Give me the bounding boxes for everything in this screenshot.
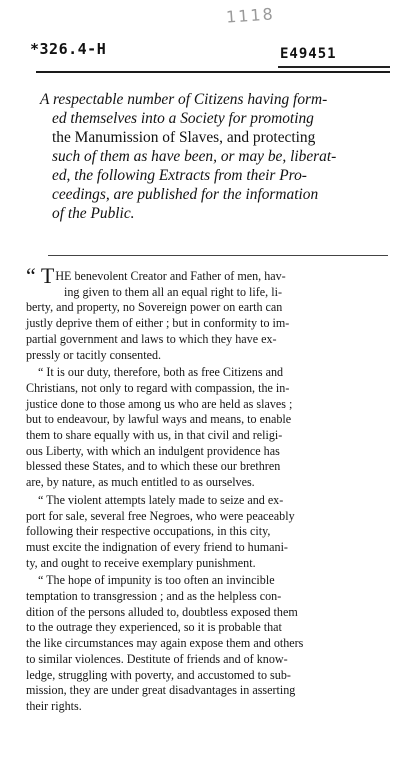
drop-cap: “ T xyxy=(26,263,55,288)
paragraph-line: “ The hope of impunity is too often an invincible xyxy=(38,573,275,588)
paragraph-line: temptation to transgression ; and as the helpless con- xyxy=(26,589,282,604)
paragraph-line: ous Liberty, with which an indulgent providence has xyxy=(26,443,280,458)
paragraph-line: following their respective occupations, in this city, xyxy=(26,524,271,539)
paragraph-line: justice done to those among us who are held as slaves ; xyxy=(26,396,293,411)
paragraph-line: the like circumstances may again expose them and others xyxy=(26,636,304,651)
paragraph-line: ty, and ought to receive exemplary punishment. xyxy=(26,555,256,570)
call-number: *326.4-H xyxy=(30,40,107,58)
paragraph-line: justly deprive them of either ; but in conformity to im- xyxy=(26,316,290,331)
document-heading xyxy=(40,90,400,223)
pencil-annotation: 1118 xyxy=(225,4,276,27)
paragraph-line: them to share equally with us, in that civil and religi- xyxy=(26,428,283,443)
paragraph-line: mission, they are under great disadvantages in asserting xyxy=(26,683,296,698)
paragraph-line: ledge, struggling with poverty, and accustomed to sub- xyxy=(26,667,291,682)
paragraph-text: HE benevolent Creator and Father of men, hav- xyxy=(55,269,286,283)
paragraph-line: to the outrage they experienced, so it is probable that xyxy=(26,620,282,635)
paragraph-line: must excite the indignation of every friend to humani- xyxy=(26,539,288,554)
paragraph-line: partial government and laws to which they have ex- xyxy=(26,331,277,346)
paragraph-line: Christians, not only to regard with compassion, the in- xyxy=(26,380,290,395)
paragraph-line xyxy=(26,263,406,288)
heading-line: of the Public. xyxy=(52,205,135,222)
paragraph-line: “ The violent attempts lately made to seize and ex- xyxy=(38,492,284,507)
paragraph-line: “ It is our duty, therefore, both as free Citizens and xyxy=(38,365,284,380)
extracts-body xyxy=(26,263,406,715)
accession-underline xyxy=(278,66,390,68)
paragraph-line: ing given to them all an equal right to life, li- xyxy=(64,284,282,299)
paragraph-line: dition of the persons alluded to, doubtless exposed them xyxy=(26,604,298,619)
paragraph-line: port for sale, several free Negroes, who were peaceably xyxy=(26,508,295,523)
paragraph-line: their rights. xyxy=(26,698,82,713)
top-rule xyxy=(36,71,390,73)
paragraph-line: pressly or tacitly consented. xyxy=(26,347,162,362)
paragraph-line: to similar violences. Destitute of friends and of know- xyxy=(26,651,288,666)
paragraph-line: blessed these States, and to which these our brethren xyxy=(26,459,281,474)
heading-line: A respectable number of Citizens having form- xyxy=(40,91,328,108)
heading-line: such of them as have been, or may be, liberat- xyxy=(52,148,337,165)
heading-line: ed themselves into a Society for promoting xyxy=(52,110,314,127)
paragraph-line: but to endeavour, by lawful ways and means, to enable xyxy=(26,412,292,427)
heading-line: ed, the following Extracts from their Pro- xyxy=(52,167,307,184)
heading-line: the Manumission of Slaves, and protecting xyxy=(52,129,316,146)
paragraph-line: are, by nature, as much entitled to as ourselves. xyxy=(26,475,255,490)
heading-line: ceedings, are published for the information xyxy=(52,186,319,203)
paragraph-line: berty, and property, no Sovereign power on earth can xyxy=(26,300,283,315)
accession-number: E49451 xyxy=(280,46,337,62)
heading-divider xyxy=(48,255,388,256)
